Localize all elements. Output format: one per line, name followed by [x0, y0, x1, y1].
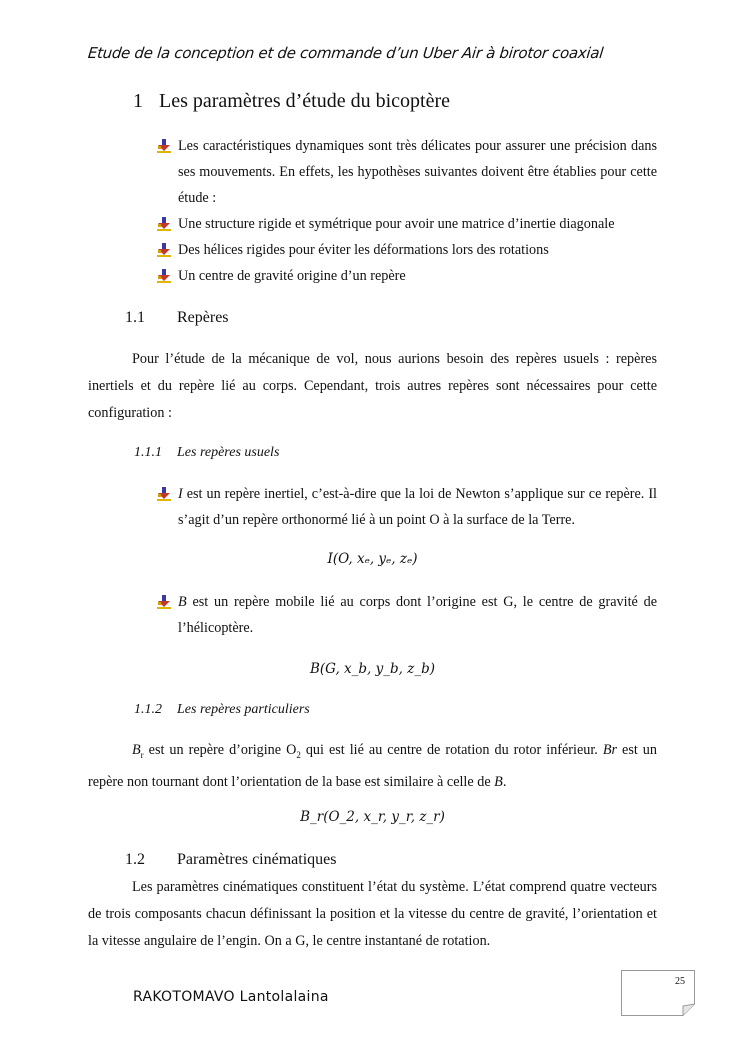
arrow-bullet-icon: [157, 243, 171, 257]
list-item-text: Des hélices rigides pour éviter les déformations lors des rotations: [178, 242, 549, 258]
paragraph-rotor-frame: [88, 737, 657, 796]
list-item-inertial-frame: [157, 481, 657, 533]
list-item-text: [178, 589, 657, 641]
section-1-1-heading: [125, 309, 229, 327]
list-item-text: Les caractéristiques dynamiques sont très délicates pour assurer une précision dans ses mouvements. En effets, les hypothèses suivantes doivent être établies pour cette étude :: [178, 138, 657, 206]
arrow-bullet-icon: [157, 269, 171, 283]
paragraph-reperes: [88, 346, 657, 427]
arrow-bullet-icon: [157, 217, 171, 231]
list-item: [157, 263, 657, 289]
list-item-text: Une structure rigide et symétrique pour avoir une matrice d’inertie diagonale: [178, 216, 615, 232]
section-title: Les repères usuels: [177, 445, 280, 460]
section-number: 1.1: [125, 309, 145, 326]
list-item-text: [178, 481, 657, 533]
frame-symbol: I: [178, 486, 183, 502]
footer-author: RAKOTOMAVO Lantolalaina: [133, 989, 329, 1005]
frame-symbol: B: [494, 773, 503, 790]
section-1-1-1-heading: [134, 445, 279, 461]
arrow-bullet-icon: [157, 595, 171, 609]
arrow-bullet-icon: [157, 139, 171, 153]
section-number: 1.1.1: [134, 445, 162, 460]
paragraph-text: Les paramètres cinématiques constituent l’état du système. L’état comprend quatre vecteurs de trois composants chacun définissant la position et la vitesse du centre de gravité, l’orientation et la vitesse angulaire de l’engin. On a G, le centre instantané de rotation.: [88, 879, 657, 949]
equation-rotor-frame: B_r(O_2, x_r, y_r, z_r): [300, 809, 445, 825]
list-item: [157, 237, 657, 263]
section-title: Les repères particuliers: [177, 702, 310, 717]
section-title: Paramètres cinématiques: [177, 851, 337, 868]
frame-description: est un repère mobile lié au corps dont l’origine est G, le centre de gravité de l’hélicoptère.: [178, 594, 657, 636]
equation-body-frame: B(G, x_b, y_b, z_b): [309, 661, 436, 677]
page-number: 25: [675, 976, 685, 987]
section-number: 1.2: [125, 851, 145, 868]
section-1-heading: [133, 90, 450, 113]
equation-inertial-frame: I(O, xₑ, yₑ, zₑ): [327, 551, 418, 567]
origin-subscript: 2: [296, 749, 301, 760]
frame-symbol: Br: [602, 742, 618, 758]
arrow-bullet-icon: [157, 487, 171, 501]
paragraph-text: qui est lié au centre de rotation du rotor inférieur.: [300, 742, 603, 758]
paragraph-kinematics: [88, 874, 657, 955]
frame-symbol: B: [132, 742, 141, 758]
frame-description: est un repère inertiel, c’est-à-dire que la loi de Newton s’applique sur ce repère. Il s’agit d’un repère orthonormé lié à un point O à la surface de la Terre.: [178, 486, 657, 528]
section-1-1-2-heading: [134, 702, 310, 718]
list-item-body-frame: [157, 589, 657, 641]
paragraph-text: Pour l’étude de la mécanique de vol, nous aurions besoin des repères usuels : repères inertiels et du repère lié au corps. Cependant, trois autres repères sont nécessaires pour cette configuration :: [88, 351, 657, 421]
list-item-text: Un centre de gravité origine d’un repère: [178, 268, 406, 284]
paragraph-text: est un repère non tournant dont l’orientation de la base est similaire à celle de: [88, 742, 657, 790]
paragraph-text: est un repère d’origine O: [143, 742, 297, 758]
section-number: 1: [133, 90, 143, 112]
section-1-2-heading: [125, 851, 337, 869]
section-title: Les paramètres d’étude du bicoptère: [159, 90, 450, 112]
section-number: 1.1.2: [134, 702, 162, 717]
list-item: [157, 211, 657, 237]
paragraph-text: .: [502, 773, 507, 790]
running-header: Etude de la conception et de commande d’un Uber Air à birotor coaxial: [87, 44, 605, 62]
list-item: [157, 133, 657, 211]
section-title: Repères: [177, 309, 229, 326]
frame-symbol: B: [178, 594, 187, 610]
frame-subscript: r: [140, 749, 144, 760]
